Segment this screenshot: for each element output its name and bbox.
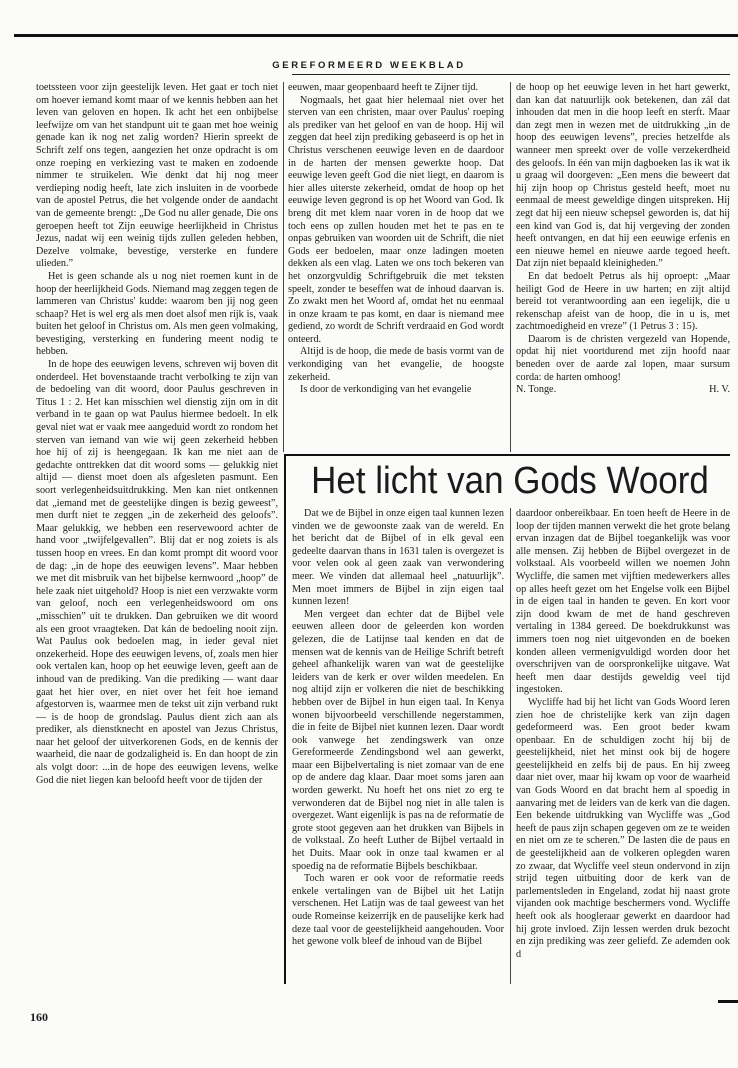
header-rule (292, 74, 730, 75)
signature (516, 384, 730, 397)
column-1 (36, 82, 278, 984)
article-column-2 (516, 508, 730, 984)
paragraph: Het is geen schande als u nog niet roemen kunt in de hoop der heerlijkheid Gods. Niemand mag zeggen tegen de lammeren van Christus' kudde: waarom ben jij nog geen schaap? Het is wel erg als men doet alsof men rijk is, vaak buiten het geloof in Christus om. Als men geen volmaking, bevestiging, versterking en fundering meent nodig te hebben. (36, 270, 278, 358)
article-title: Het licht van Gods Woord (311, 460, 709, 502)
paragraph: Daarom is de christen vergezeld van Hopende, opdat hij niet voortdurend met zijn hoofd naar beneden over de aarde zal lopen, maar sursum corda: de harten omhoog! (516, 333, 730, 383)
paragraph: Wycliffe had bij het licht van Gods Woord leren zien hoe de christelijke kerk van zijn dagen gedeformeerd was. Een groot beder kwam openbaar. En de schuldigen zocht hij bij de geestelijkheid, niet het minst ook bij de hogere geestelijkheid en zelfs bij de paus. En hij zweeg daar niet over, maar hij kwam op voor de waarheid van Gods Woord en dat bracht hem al spoedig in aanvaring met de leiders van de kerk van die dagen. Een bekende uitdrukking van Wycliffe was „God heeft de paus zijn schapen gegeven om ze te weiden en niet om ze te scheren.” De lasten die de paus en de geestelijkheid aan de volkeren oplegden waren zo zwaar, dat Wycliffe veel steun ondervond in zijn strijd tegen uitbuiting door de kerk van de parlementsleden in Engeland, zodat hij naast grote vijanden ook machtige beschermers vond. Wycliffe heeft ook als hoogleraar gewerkt en daardoor had hij grote invloed. Zijn lessen werden druk bezocht en zijn prediking was zeer geliefd. Ze ademden ook d (516, 696, 730, 960)
top-rule (14, 34, 738, 37)
paragraph: de hoop op het eeuwige leven in het hart gewerkt, dan kan dat natuurlijk ook betekenen, dan zál dat inhouden dat men in die hoop leeft en sterft. Maar dan zegt men in wezen met de uitdrukking „in de hoop des eeuwigen levens”, precies hetzelfde als wanneer men spreekt over de volle verzekerdheid des geloofs. In één van mijn dagboeken las ik wat ik u graag wil doorgeven: „Een mens die beweert dat hij zijn hoop op Christus gesteld heeft, moet nu eenmaal de meest geweldige dingen uitspreken. Hij zegt dat hij een nieuw schepsel geworden is, dat hij een kind van God is, dat hij vergeving der zonden heeft ontvangen, en dat hij een eeuwige erfenis en een nieuwe hemel en nieuwe aarde tegoed heeft. Dat zijn niet bepaald kleinigheden.” (516, 82, 730, 270)
paragraph: Is door de verkondiging van het evangelie (300, 384, 472, 396)
paragraph: toetssteen voor zijn geestelijk leven. Het gaat er toch niet om hoever iemand komt maar of we kennis hebben aan het leven van geloven en hopen. Ik acht het een onbijbelse leefwijze om van het standpunt uit te gaan met hoe weinig genade kan ik nog net zalig worden? Hierin spreekt de Schrift zelf ons tegen, aangezien het onze opdracht is om onze roeping en verkiezing vast te maken en zodoende nimmer te struikelen. Wie denkt dat hij nog meer verdieping nodig heeft, late zich insluiten in de voorbede van de apostel Petrus, die het volgende onder de aandacht van de gemeente brengt: „De God nu aller genade, Die ons geroepen heeft tot Zijn eeuwige heerlijkheid in Christus Jezus, nadat wij een weinig tijds zullen geleden hebben, Dezelve volmake, bevestige, versterke en fundere ulieden.” (36, 82, 278, 270)
column-divider (510, 82, 511, 452)
article-box-side (284, 454, 286, 984)
paragraph: Altijd is de hoop, die mede de basis vormt van de verkondiging van het evangelie, de hoogste zekerheid. (288, 346, 504, 383)
paragraph: Nogmaals, het gaat hier helemaal niet over het sterven van een christen, maar over Paulus' roeping als prediker van het geloof en van de hoop. Hij wil zeggen dat heel zijn prediking gebaseerd is op het in Christus verschenen eeuwige leven en de daardoor in de harten der mensen gewerkte hoop. Dat eeuwige leven geeft God die niet liegt, en daarom is hier alles uiterste zekerheid, omdat de hoop op het eeuwige leven gegrond is op het Woord van God. Ik breng dit met klem naar voren in de hoop dat we toch eens op zullen houden met het te pas en te onpas gebruiken van woorden uit de Schrift, die niet Gods eer bedoelen, maar onze ladingen moeten dekken als een vlag. Laten we ons toch bekeren van het onzorgvuldig Schriftgebruik die met teksten speelt, zonder te beseffen wat de inhoud daarvan is. Zo zwakt men het Woord af, omdat het nu eenmaal in onze kraam te pas komt, en daar is niemand mee gediend, zo wordt de Schrift verdraaid en God wordt onteerd. (288, 94, 504, 345)
paragraph: Men vergeet dan echter dat de Bijbel vele eeuwen alleen door de geleerden kon worden gelezen, die de Latijnse taal kenden en dat de mensen wat de kennis van de Heilige Schrift betreft geheel afhankelijk waren van wat de geestelijke leiders van de kerk er over wilden meedelen. En nog altijd zijn er volkeren die niet de beschikking hebben over de Bijbel in hun eigen taal. In Kenya wonen bijvoorbeeld verschillende negerstammen, die in feite de Bijbel niet kunnen lezen. Daar wordt ook vanwege het zendingswerk van onze Gereformeerde Zendingsbond wel aan gewerkt, maar een Bijbelvertaling is niet zomaar van de ene op de andere dag klaar. Daar moet soms jaren aan worden gewerkt. Nu hoeft het ons niet zo erg te verwonderen dat de Bijbel nog niet in alle talen is overgezet. Want eigenlijk is pas na de reformatie de grote stoot gegeven aan het drukken van Bijbels in de volkstaal. Zo heeft Luther de Bijbel vertaald in het Duits. Maar ook in onze taal kwamen er al spoedig na de reformatie Bijbels beschikbaar. (292, 608, 504, 872)
column-divider (510, 508, 511, 984)
paragraph: eeuwen, maar geopenbaard heeft te Zijner tijd. (288, 82, 479, 93)
column-2 (288, 82, 504, 452)
bottom-rule (718, 1000, 738, 1003)
column-divider (283, 82, 284, 452)
column-3 (516, 82, 730, 452)
article-box-top (284, 454, 730, 456)
paragraph: Toch waren er ook voor de reformatie reeds enkele vertalingen van de Bijbel uit het Latijn verschenen. Het Latijn was de taal geweest van het oude Romeinse keizerrijk en de pauselijke kerk had deze taal voor de geestelijkheid aangehouden. Voor het gewone volk bleef de inhoud van de Bijbel (292, 873, 504, 948)
paragraph: En dat bedoelt Petrus als hij oproept: „Maar heiligt God de Heere in uw harten; en zijt altijd bereid tot verantwoording aan een iegelijk, die u rekenschap afeist van de hoop, die in u is, met zachtmoedigheid en vreze” (1 Petrus 3 : 15). (516, 270, 730, 333)
paragraph: daardoor onbereikbaar. En toen heeft de Heere in de loop der tijden mannen verwekt die het grote belang ervan inzagen dat de Bijbel toegankelijk was voor alle mensen. Zij hebben de Bijbel overgezet in de volkstaal. Als voorbeeld willen we noemen John Wycliffe, die samen met vijftien medewerkers alles op alles heeft gezet om het Engelse volk een Bijbel in de eigen taal in handen te geven. En kort voor zijn dood kwam de met de hand geschreven vertaling in 1384 gereed. De boekdrukkunst was immers toen nog niet uitgevonden en de boeken konden alleen vermenigvuldigd worden door het overschrijven van de oorspronkelijke uitgave. Wat heeft men daar destijds geweldig veel tijd ingestoken. (516, 508, 730, 696)
article-column-1 (292, 508, 504, 984)
paragraph: In de hope des eeuwigen levens, schreven wij boven dit onderdeel. Het bovenstaande tracht verbolking te zijn van de bedoeling van dit woord, door Paulus geschreven in Titus 1 : 2. Het kan misschien wel dienstig zijn om in dit verband in te gaan op wat Paulus hiermee bedoelt. In elk geval niet wat er vaak mee aangeduid wordt zo rondom het sterven van iemand van wie wij geen zekerheid hebben hoe hij of zij is heengegaan. Ik kan me niet aan de gedachte onttrekken dat dit woord soms — gelukkig niet altijd — dienst moet doen als afgesleten pasmunt. Een soort verlegenheidsuitdrukking. Men kan niet ontkennen dat „iemand met de geestelijke dingen is bezig geweest”, men durft niet te zeggen „in de zekerheid des geloofs”. Maar gelukkig, we hebben een reservewoord achter de hand voor „twijfelgevallen”. Blij dat er nog zoiets is als tussen hoop en vrees. En dan komt prompt dit woord voor de dag: „in de hope des eeuwigen levens”. Maar hebben we met dit misbruik van het bijbelse kernwoord „hoop” de hele zaak niet uitgehold? Hoop is niet een verzwakte vorm van geloof, noch een verlegenheidswoord om ons „misschien” uit te drukken. Dan gebruiken we dit woord als een groot vraagteken. Dat kán de bedoeling nooit zijn. Wat Paulus ook bedoelen mag, in ieder geval niet onzekerheid. Hope des eeuwigen levens, of, zoals men hier ook vertalen kan, hoop op het eeuwige leven, geeft aan de inhoud van de prediking. Van die prediking — want daar gaat het hier over, en niet over het feit hoe iemand afgestorven is, waarmee men de tekst uit zijn verband rukt — is de hoop de grondslag. Paulus dient zich aan als prediker, als dienstknecht en apostel van Jezus Christus, naar het geloof der uitverkorenen Gods, en de kennis der waarheid, die naar de godzaligheid is. En dan hoopt de zin als volgt door: ...in de hope des eeuwigen levens, welke God die niet liegen kan beloofd heeft voor de tijden der (36, 359, 278, 786)
signature-initials: H. V. (709, 384, 730, 396)
running-header: GEREFORMEERD WEEKBLAD (272, 60, 466, 71)
paragraph: Dat we de Bijbel in onze eigen taal kunnen lezen vinden we de gewoonste zaak van de wereld. En het bericht dat de Bijbel of in elk geval een gedeelte daarvan thans in 1631 talen is overgezet is voor velen ook al geen zaak van verwondering meer. We vinden dat allemaal heel „natuurlijk”. Men moet immers de Bijbel in zijn eigen taal kunnen lezen! (292, 508, 504, 608)
page-number: 160 (30, 1010, 48, 1024)
signature-name: N. Tonge. (516, 384, 557, 396)
